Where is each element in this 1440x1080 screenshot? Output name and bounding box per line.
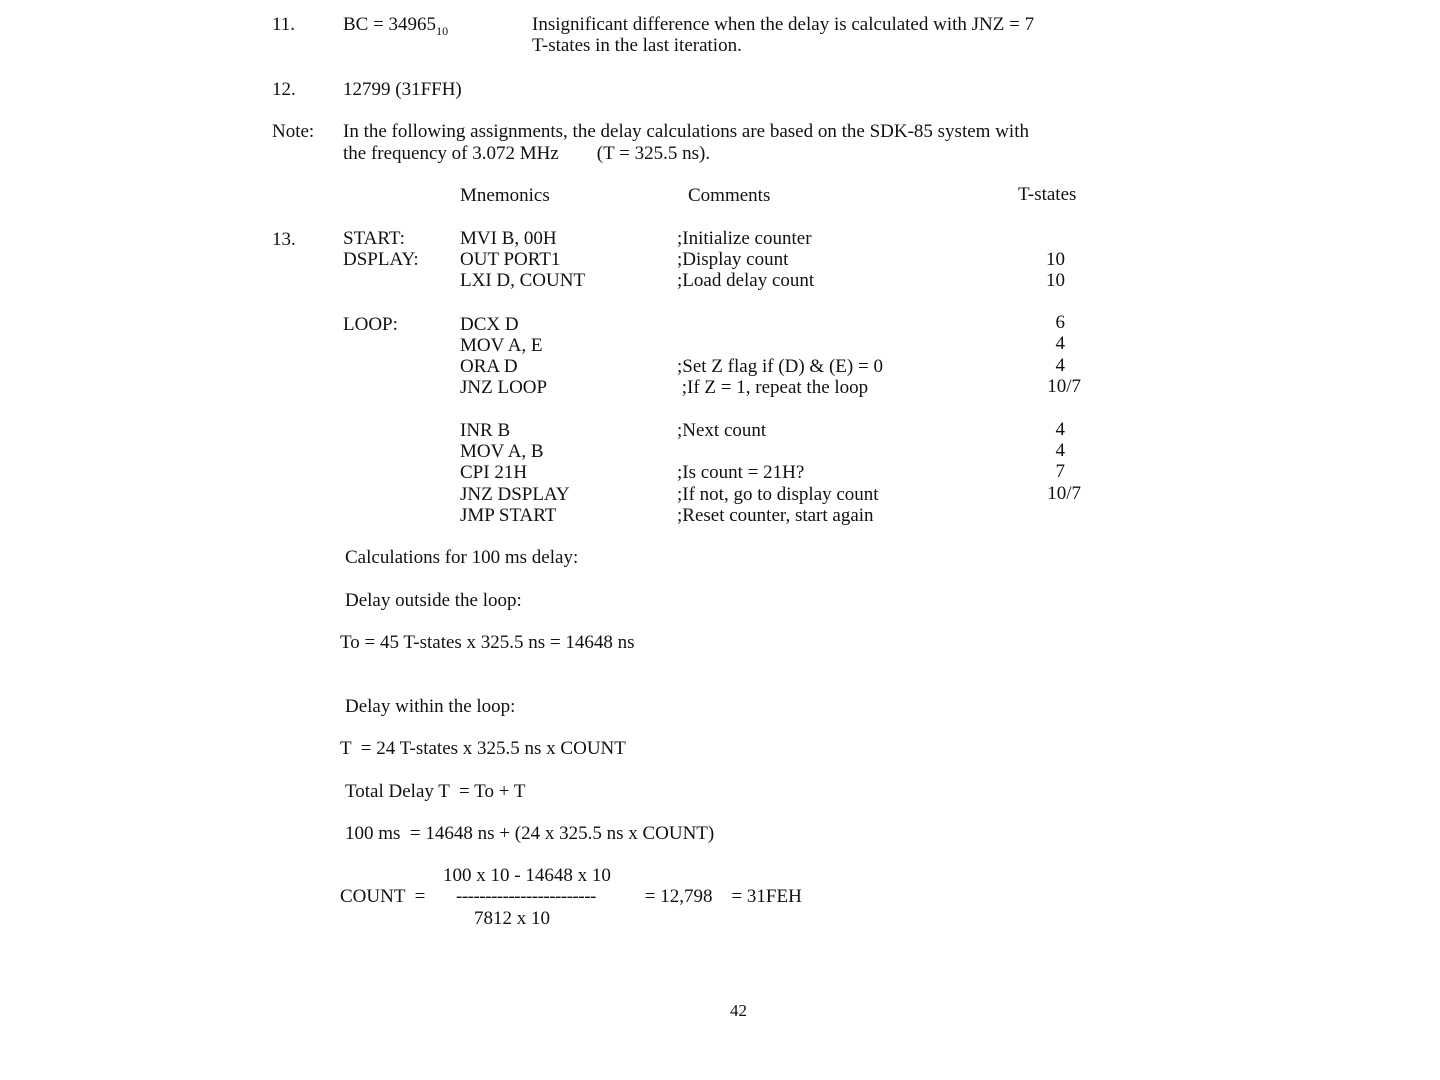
row-mnemonic: JNZ DSPLAY — [460, 484, 570, 505]
row-mnemonic: MVI B, 00H — [460, 228, 557, 249]
row-comment: ;If not, go to display count — [677, 484, 879, 505]
row-tstates: 4 — [1055, 355, 1065, 376]
item-11-note-line1: Insignificant difference when the delay is calculated with JNZ = 7 — [532, 14, 1035, 35]
row-label: START: — [343, 228, 405, 249]
row-comment: ;Reset counter, start again — [677, 505, 874, 526]
row-comment: ;If Z = 1, repeat the loop — [677, 377, 869, 398]
outside-formula: To = 45 T-states x 325.5 ns = 14648 ns — [340, 632, 635, 653]
item-12-answer: 12799 (31FFH) — [343, 79, 462, 100]
row-comment: ;Next count — [677, 420, 767, 441]
row-mnemonic: MOV A, E — [460, 335, 543, 356]
count-denominator: 7812 x 10 — [474, 908, 550, 929]
note-line1: In the following assignments, the delay calculations are based on the SDK-85 system with — [343, 121, 1029, 142]
row-mnemonic: LXI D, COUNT — [460, 270, 586, 291]
header-tstates: T-states — [1018, 184, 1077, 205]
row-tstates: 7 — [1055, 461, 1065, 482]
note-label: Note: — [272, 121, 315, 142]
count-numerator: 100 x 10 - 14648 x 10 — [443, 865, 611, 886]
row-tstates: 4 — [1055, 333, 1065, 354]
row-mnemonic: MOV A, B — [460, 441, 544, 462]
row-mnemonic: JMP START — [460, 505, 557, 526]
row-tstates: 10 — [1046, 249, 1065, 270]
total-delay: Total Delay T = To + T — [345, 781, 526, 802]
header-comments: Comments — [688, 185, 771, 206]
row-tstates: 10/7 — [1047, 483, 1081, 504]
item-12-number: 12. — [272, 79, 296, 100]
row-comment: ;Load delay count — [677, 270, 815, 291]
within-formula: T = 24 T-states x 325.5 ns x COUNT — [340, 738, 626, 759]
row-comment: ;Display count — [677, 249, 789, 270]
row-comment: ;Initialize counter — [677, 228, 812, 249]
note-line2: the frequency of 3.072 MHz (T = 325.5 ns). — [343, 143, 711, 164]
row-tstates: 4 — [1055, 440, 1065, 461]
page-number: 42 — [730, 1001, 747, 1020]
item-11-number: 11. — [272, 14, 296, 35]
item-11-answer-text: BC = 34965 — [343, 14, 437, 35]
row-mnemonic: ORA D — [460, 356, 518, 377]
row-tstates: 6 — [1055, 312, 1065, 333]
item-11-answer-subscript: 10 — [436, 24, 449, 38]
calc-heading: Calculations for 100 ms delay: — [345, 547, 579, 568]
count-label: COUNT = — [340, 886, 426, 907]
row-mnemonic: DCX D — [460, 314, 519, 335]
item-13-number: 13. — [272, 229, 296, 250]
row-mnemonic: JNZ LOOP — [460, 377, 548, 398]
row-tstates: 10 — [1046, 270, 1065, 291]
item-11-answer — [343, 15, 448, 37]
row-label: DSPLAY: — [343, 249, 419, 270]
outside-heading: Delay outside the loop: — [345, 590, 522, 611]
row-comment: ;Set Z flag if (D) & (E) = 0 — [677, 356, 883, 377]
row-mnemonic: CPI 21H — [460, 462, 528, 483]
item-11-note-line2: T-states in the last iteration. — [532, 35, 742, 56]
row-mnemonic: INR B — [460, 420, 511, 441]
count-fraction-line: ------------------------ — [456, 886, 596, 907]
row-tstates: 10/7 — [1047, 376, 1081, 397]
header-mnemonics: Mnemonics — [460, 185, 550, 206]
delay-equation: 100 ms = 14648 ns + (24 x 325.5 ns x COUNT) — [345, 823, 715, 844]
row-label: LOOP: — [343, 314, 398, 335]
count-result: = 12,798 = 31FEH — [640, 886, 802, 907]
row-comment: ;Is count = 21H? — [677, 462, 805, 483]
row-mnemonic: OUT PORT1 — [460, 249, 561, 270]
row-tstates: 4 — [1055, 419, 1065, 440]
within-heading: Delay within the loop: — [345, 696, 516, 717]
